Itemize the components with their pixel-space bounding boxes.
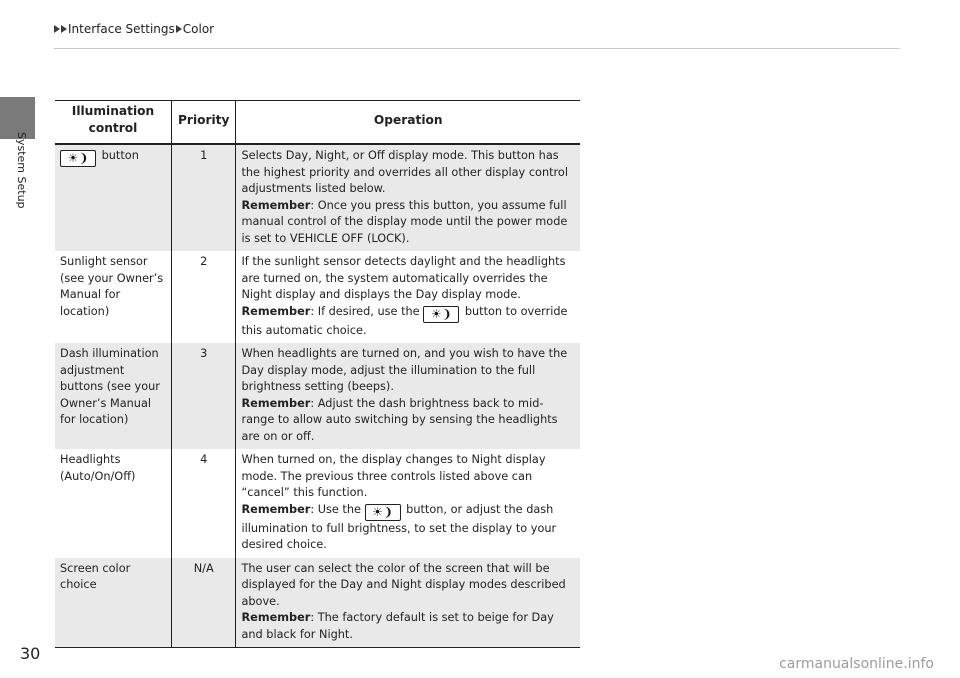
breadcrumb-item-color: Color	[182, 22, 215, 36]
remember-label: Remember	[241, 502, 311, 516]
header-divider	[54, 48, 900, 49]
illumination-button-icon: ☀❩	[60, 150, 96, 167]
operation-cell	[236, 144, 580, 251]
breadcrumb	[54, 22, 214, 36]
priority-cell: 2	[172, 251, 236, 343]
remember-text: : Adjust the dash brightness back to mid-range to allow auto switching by sensing the headlights are on or off.	[241, 396, 558, 443]
page-number: 30	[20, 644, 41, 663]
remember-label: Remember	[241, 304, 311, 318]
operation-cell	[236, 343, 580, 449]
breadcrumb-arrow-icon	[176, 25, 182, 33]
section-side-label: System Setup	[15, 132, 28, 209]
table-row	[55, 343, 580, 449]
priority-cell: 4	[172, 449, 236, 558]
remember-label: Remember	[241, 198, 311, 212]
breadcrumb-arrow-icon	[54, 25, 60, 33]
priority-cell: 1	[172, 144, 236, 251]
operation-cell	[236, 449, 580, 558]
header-illumination-control: Illumination control	[55, 101, 172, 145]
illumination-button-icon: ☀❩	[423, 306, 459, 323]
operation-text: When headlights are turned on, and you wish to have the Day display mode, adjust the illumination to the full brightness setting (beeps).	[241, 347, 568, 393]
breadcrumb-item-interface-settings: Interface Settings	[68, 22, 175, 36]
operation-cell	[236, 558, 580, 648]
header-priority: Priority	[172, 101, 236, 145]
operation-text: If the sunlight sensor detects daylight and the headlights are turned on, the system automatically overrides the Night display and displays the Day display mode.	[241, 255, 566, 301]
table-header-row	[55, 101, 580, 145]
control-cell: Screen color choice	[55, 558, 172, 648]
remember-text: : Once you press this button, you assume full manual control of the display mode until the power mode is set to VEHICLE OFF (LOCK).	[241, 198, 568, 245]
operation-cell	[236, 251, 580, 343]
control-cell: Dash illumination adjustment buttons (see your Owner’s Manual for location)	[55, 343, 172, 449]
illumination-button-icon: ☀❩	[365, 504, 401, 521]
remember-text-continued: button, or adjust the dash illumination to full brightness, to set the display to your desired choice.	[241, 502, 557, 551]
operation-text: The user can select the color of the screen that will be displayed for the Day and Night display modes described above.	[241, 561, 566, 608]
control-label: button	[101, 149, 139, 162]
table-row	[55, 251, 580, 343]
control-cell	[55, 144, 172, 251]
illumination-priority-table	[55, 100, 580, 648]
remember-text: : The factory default is set to beige for Day and black for Night.	[241, 611, 554, 641]
table-row	[55, 449, 580, 558]
operation-text: Selects Day, Night, or Off display mode. This button has the highest priority and overrides all other display control adjustments listed below.	[241, 149, 568, 195]
table-row	[55, 558, 580, 648]
control-cell: Sunlight sensor (see your Owner’s Manual for location)	[60, 255, 164, 318]
priority-cell: N/A	[172, 558, 236, 648]
control-cell: Headlights (Auto/On/Off)	[60, 453, 136, 483]
remember-label: Remember	[241, 396, 311, 410]
breadcrumb-arrow-icon	[61, 25, 67, 33]
table-row	[55, 144, 580, 251]
remember-text: : Use the	[310, 502, 361, 516]
watermark: carmanualsonline.info	[779, 656, 934, 672]
remember-label: Remember	[241, 611, 311, 624]
remember-text: : If desired, use the	[310, 304, 420, 318]
header-operation: Operation	[236, 101, 580, 145]
operation-text: When turned on, the display changes to Night display mode. The previous three controls listed above can “cancel” this function.	[241, 453, 546, 499]
remember-text-continued: button to override this automatic choice.	[241, 304, 568, 337]
priority-cell: 3	[172, 343, 236, 449]
